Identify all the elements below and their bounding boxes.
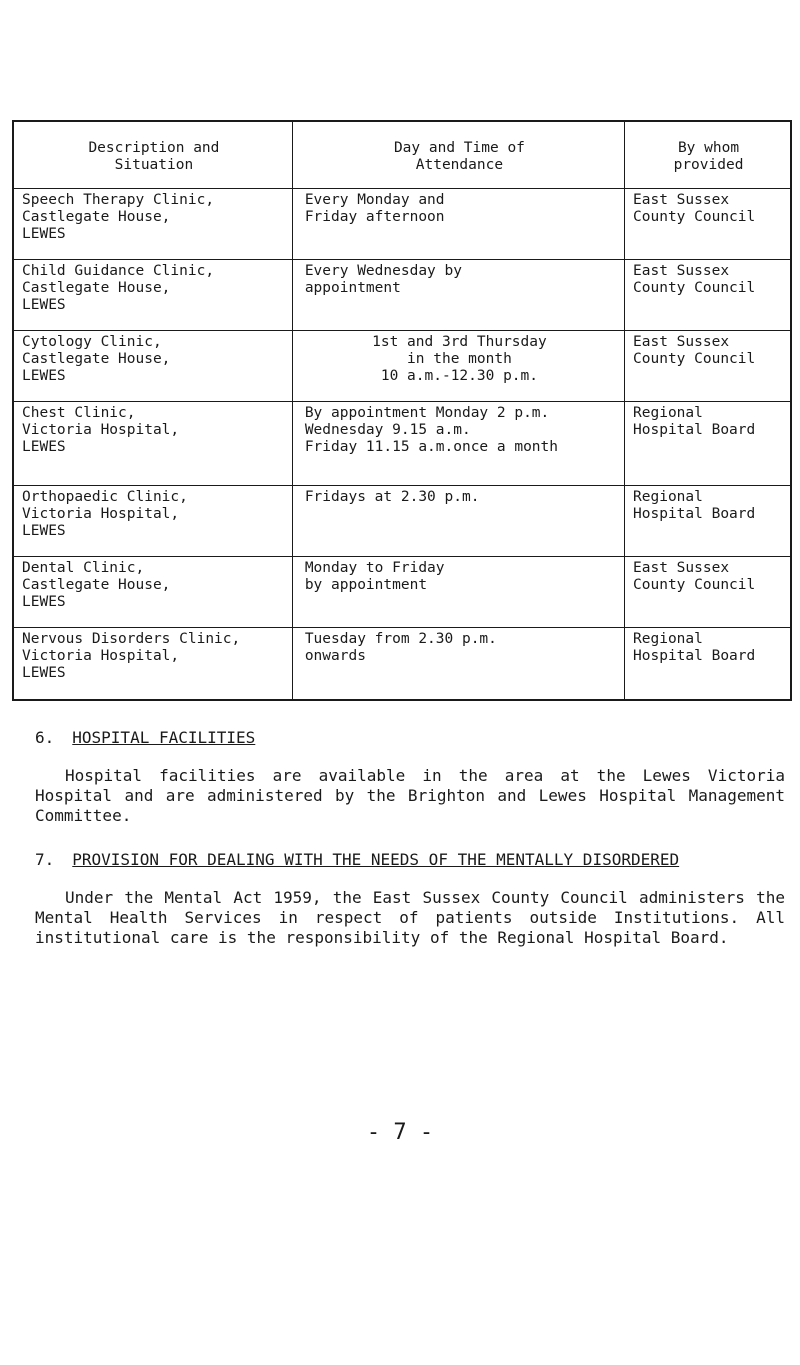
cell-description: Nervous Disorders Clinic, Victoria Hospital, LEWES: [13, 628, 292, 701]
section-heading: [35, 850, 785, 870]
cell-provider: Regional Hospital Board: [625, 628, 791, 701]
table-row: [13, 557, 791, 628]
section-title: HOSPITAL FACILITIES: [72, 728, 256, 747]
cell-attendance: Every Wednesday by appointment: [292, 260, 624, 331]
table-row: [13, 628, 791, 701]
cell-description: Orthopaedic Clinic, Victoria Hospital, LEWES: [13, 486, 292, 557]
section-paragraph: Under the Mental Act 1959, the East Sussex County Council administers the Mental Health Services in respect of patients outside Institutions. All institutional care is the responsibility of the Regional Hospital Board.: [35, 888, 785, 947]
section-number: 6.: [35, 728, 55, 747]
cell-attendance: Every Monday and Friday afternoon: [292, 189, 624, 260]
cell-description: Speech Therapy Clinic, Castlegate House, LEWES: [13, 189, 292, 260]
table-row: [13, 260, 791, 331]
cell-provider: East Sussex County Council: [625, 260, 791, 331]
cell-attendance: Tuesday from 2.30 p.m. onwards: [292, 628, 624, 701]
clinics-table: [12, 120, 792, 701]
cell-provider: Regional Hospital Board: [625, 402, 791, 486]
cell-attendance: By appointment Monday 2 p.m. Wednesday 9.15 a.m. Friday 11.15 a.m.once a month: [292, 402, 624, 486]
cell-provider: East Sussex County Council: [625, 331, 791, 402]
cell-description: Child Guidance Clinic, Castlegate House, LEWES: [13, 260, 292, 331]
cell-attendance: Fridays at 2.30 p.m.: [292, 486, 624, 557]
table-row: [13, 189, 791, 260]
header-provider: By whom provided: [625, 121, 791, 189]
page-number: - 7 -: [366, 1120, 434, 1145]
section-hospital-facilities: [35, 728, 785, 826]
cell-description: Dental Clinic, Castlegate House, LEWES: [13, 557, 292, 628]
header-description: Description and Situation: [13, 121, 292, 189]
cell-provider: East Sussex County Council: [625, 189, 791, 260]
cell-attendance: Monday to Friday by appointment: [292, 557, 624, 628]
section-heading: [35, 728, 785, 748]
cell-description: Chest Clinic, Victoria Hospital, LEWES: [13, 402, 292, 486]
section-title: PROVISION FOR DEALING WITH THE NEEDS OF THE MENTALLY DISORDERED: [72, 850, 680, 869]
cell-attendance: 1st and 3rd Thursday in the month 10 a.m.-12.30 p.m.: [292, 331, 624, 402]
section-mental-provision: [35, 850, 785, 948]
cell-provider: East Sussex County Council: [625, 557, 791, 628]
table-header-row: [13, 121, 791, 189]
cell-description: Cytology Clinic, Castlegate House, LEWES: [13, 331, 292, 402]
section-paragraph: Hospital facilities are available in the area at the Lewes Victoria Hospital and are administered by the Brighton and Lewes Hospital Management Committee.: [35, 766, 785, 825]
header-attendance: Day and Time of Attendance: [292, 121, 624, 189]
cell-provider: Regional Hospital Board: [625, 486, 791, 557]
table-row: [13, 402, 791, 486]
section-number: 7.: [35, 850, 55, 869]
table-row: [13, 331, 791, 402]
table-row: [13, 486, 791, 557]
